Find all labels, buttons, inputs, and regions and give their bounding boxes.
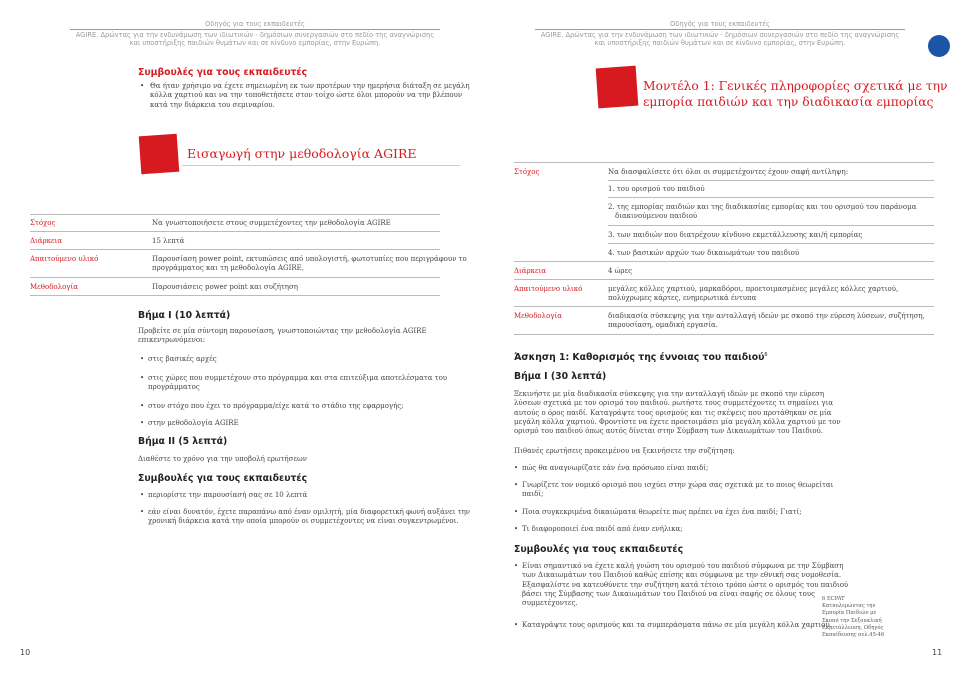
table-rule — [30, 249, 440, 250]
footnote-line: 6 ECPAT — [822, 596, 845, 602]
step1-line: λύσεων σχετικά με τον ορισμό του παιδιού. ρωτήστε τους συμμετέχοντες τι σημαίνει για — [514, 399, 834, 408]
material-line: πολύχρωμες κάρτες, ενημερωτικά έντυπα — [608, 294, 757, 303]
goal-item — [608, 203, 916, 222]
material-label: Απαιτούμενο υλικό — [514, 285, 583, 293]
step2-heading: Βήμα ΙΙ (5 λεπτά) — [138, 436, 228, 447]
goal-value: Να διασφαλίσετε ότι όλοι οι συμμετέχοντες έχουν σαφή αντίληψη: — [608, 168, 849, 176]
step1-line: Ξεκινήστε με μία διαδικασία σύσκεψης για την ανταλλαγή ιδεών με σκοπό την εύρεση — [514, 390, 825, 398]
model-title-line: εμπορία παιδιών και την διαδικασία εμπορίας — [643, 95, 934, 109]
header-line-3: και υποστήριξης παιδιών θυμάτων και σε κίνδυνο εμπορίας, στην Ευρώπη. — [594, 39, 846, 47]
tips-line: κατά την διάρκεια του σεμιναρίου. — [150, 100, 275, 109]
table-rule — [514, 306, 934, 307]
header-title: Οδηγός για τους εκπαιδευτές — [535, 20, 905, 30]
header-line-2: AGIRE. Δρώντας για την ενδυνάμωση των ιδιωτικών - δημόσιων συνεργασιών στο πεδίο της αναγνώρισης — [75, 30, 435, 39]
tips-heading: Συμβουλές για τους εκπαιδευτές — [138, 67, 308, 78]
goal-item: 3. των παιδιών που διατρέχουν κίνδυνο εκμετάλλευσης και/ή εμπορίας — [608, 231, 863, 239]
footnote-line: Σκοπό την Σεξουαλική — [822, 617, 882, 624]
table-rule — [514, 261, 934, 262]
table-rule-bottom — [30, 295, 440, 296]
right-page — [480, 0, 960, 679]
material-line: μεγάλες κόλλες χαρτιού, μαρκαδόροι, προετοιμασμένες μεγάλες κόλλες χαρτιού, — [608, 285, 899, 293]
material-value — [608, 285, 898, 304]
table-rule-top — [514, 162, 934, 163]
list-item-line: • εάν είναι δυνατόν, έχετε παραπάνω από έναν ομιλητή, μία διαφορετική φωνή αυξάνει την — [148, 508, 471, 516]
footnote-line: Κατπολεμώντας την — [822, 603, 876, 610]
tips-bullet: • Θα ήταν χρήσιμο να έχετε σημειωμένη εκ των προτέρων την ημερήσια διάταξη σε μεγάλη κόλλα χαρτιού και να την τοποθετήσετε στον τοίχο ώστε όλοι μπορούν να την βλέπουν κατά την διάρκεια του σεμιναρίου. — [140, 82, 470, 109]
list-item-line: χρονική διάρκεια κατά την οποία μπορούν οι συμμετέχοντες να είναι συγκεντρωμένοι. — [148, 517, 459, 526]
header-title: Οδηγός για τους εκπαιδευτές — [70, 20, 440, 30]
list-item-line: των Δικαιωμάτων του Παιδιού καθώς επίσης και σύμφωνα με την εθνική σας νομοθεσία. — [522, 571, 842, 580]
step1-heading: Βήμα Ι (30 λεπτά) — [514, 371, 607, 382]
list-item-line: προγράμματος — [148, 383, 200, 392]
step1-intro-line: επικεντρωνόμενοι: — [138, 336, 206, 345]
step1-intro — [138, 327, 427, 346]
footnote-line: Εκπαίδευσης σελ.45-46 — [822, 632, 885, 639]
red-square-decoration — [139, 134, 180, 175]
material-value — [152, 255, 467, 274]
footnote-mark: 6 — [764, 352, 768, 358]
table-rule-bottom — [514, 334, 934, 335]
step1-heading: Βήμα Ι (10 λεπτά) — [138, 310, 231, 321]
tips-line: κόλλα χαρτιού και να την τοποθετήσετε στον τοίχο ώστε όλοι μπορούν να την βλέπουν — [150, 91, 463, 100]
step2-text: Διαθέστε το χρόνο για την υποβολή ερωτήσεων — [138, 455, 307, 463]
tips-heading: Συμβουλές για τους εκπαιδευτές — [514, 544, 684, 555]
list-item: • Καταγράψτε τους ορισμούς και τα συμπεράσματα πάνω σε μία μεγάλη κόλλα χαρτιού. — [522, 621, 832, 630]
goal-item-line: διακινούμενου παιδιού — [615, 212, 698, 221]
list-item-line: συμμετέχοντες. — [522, 599, 578, 608]
list-item — [148, 374, 447, 393]
duration-value: 15 λεπτά — [152, 237, 185, 245]
blue-dot-decoration — [928, 35, 950, 57]
material-line: προγράμματος και τη μεθοδολογία AGIRE, — [152, 264, 304, 273]
goal-item: 4. των βασικών αρχών των δικαιωμάτων του παιδιού — [608, 249, 800, 257]
exercise-heading — [514, 352, 768, 363]
duration-value: 4 ώρες — [608, 267, 633, 275]
material-line: Παρουσίαση power point, εκτυπώσεις από υπολογιστή, φωτοτυπίες που περιγράφουν το — [152, 255, 467, 263]
divider — [182, 165, 460, 166]
list-item: • πώς θα αναγνωρίζατε εάν ένα πρόσωπο είναι παιδί; — [522, 464, 708, 473]
list-item: • περιορίστε την παρουσίασή σας σε 10 λεπτά — [148, 491, 307, 500]
list-item: • στην μεθοδολογία AGIRE — [148, 419, 239, 428]
footnote — [822, 596, 884, 639]
footnote-line: Εμπορία Παιδιών με — [822, 610, 877, 617]
method-label: Μεθοδολογία — [30, 283, 78, 291]
page-number: 11 — [932, 648, 943, 657]
goal-item-line: 2. της εμπορίας παιδιών και της διαδικασίας εμπορίας και του ορισμού του παράνομα — [608, 203, 917, 211]
running-header — [535, 20, 905, 48]
list-item: • στις βασικές αρχές — [148, 355, 217, 364]
list-item: • Τι διαφοροποιεί ένα παιδί από έναν ενήλικα; — [522, 525, 683, 534]
list-item — [148, 508, 470, 527]
step1-line: ορισμό του παιδιού όπως αυτός δίνεται στην Σύμβαση των Δικαιωμάτων του Παιδιού. — [514, 427, 824, 436]
list-item: • στον στόχο που έχει το πρόγραμμα/είχε κατά το στάδιο της εφαρμογής; — [148, 402, 404, 411]
list-item — [522, 481, 833, 500]
table-rule-top — [30, 214, 440, 215]
step1-line: αυτούς ο όρος παιδί. Καταγράψτε τους ορισμούς και τις σκέψεις που προτάθηκαν σε μία — [514, 408, 832, 417]
table-rule — [30, 231, 440, 232]
duration-label: Διάρκεια — [514, 267, 547, 275]
method-value — [608, 312, 925, 331]
list-item-line: • Γνωρίζετε τον νομικό ορισμό που ισχύει στην χώρα σας σχετικά με το ποιος θεωρείται — [522, 481, 834, 489]
list-item — [522, 562, 848, 608]
red-square-decoration — [596, 66, 639, 109]
page-number: 10 — [20, 648, 31, 657]
list-item: • Ποια συγκεκριμένα δικαιώματα θεωρείτε πως πρέπει να έχει ένα παιδί; Γιατί; — [522, 508, 802, 517]
list-item-line: Εξασφαλίστε να κατευθύνετε την συζήτηση κατά τέτοιο τρόπο ώστε ο ορισμός του παιδιού — [522, 580, 849, 589]
goal-item: 1. του ορισμού του παιδιού — [608, 185, 705, 193]
table-rule — [608, 225, 934, 226]
goal-value: Να γνωστοποιήσετε στους συμμετέχοντες την μεθοδολογία AGIRE — [152, 219, 391, 227]
table-rule — [608, 197, 934, 198]
tips2-heading: Συμβουλές για τους εκπαιδευτές — [138, 473, 308, 484]
header-line-2: AGIRE. Δρώντας για την ενδυνάμωση των ιδιωτικών - δημόσιων συνεργασιών στο πεδίο της αναγνώρισης — [540, 30, 900, 39]
duration-label: Διάρκεια — [30, 237, 63, 245]
goal-label: Στόχος — [514, 168, 540, 176]
material-label: Απαιτούμενο υλικό — [30, 255, 99, 263]
goal-label: Στόχος — [30, 219, 56, 227]
list-item-line: • στις χώρες που συμμετέχουν στο πρόγραμμα και στα επιτεύξιμα αποτελέσματα του — [148, 374, 448, 382]
method-value: Παρουσιάσεις power point και συζήτηση — [152, 283, 298, 291]
step1-text — [514, 390, 841, 436]
model-title-line: Μοντέλο 1: Γενικές πληροφορίες σχετικά με την — [643, 79, 948, 93]
exercise-heading-text: Άσκηση 1: Καθορισμός της έννοιας του παιδιού — [514, 352, 765, 364]
list-item-line: • Είναι σημαντικό να έχετε καλή γνώση του ορισμού του παιδιού σύμφωνα με την Σύμβαση — [522, 562, 844, 570]
section-title: Εισαγωγή στην μεθοδολογία AGIRE — [187, 146, 417, 161]
table-rule — [30, 277, 440, 278]
questions-intro: Πιθανές ερωτήσεις προκειμένου να ξεκινήσετε την συζήτηση: — [514, 447, 735, 455]
table-rule — [608, 243, 934, 244]
running-header — [70, 20, 440, 48]
footnote-line: Εκμετάλλευση, Οδηγός — [822, 624, 884, 631]
step1-intro-line: Προβείτε σε μία σύντομη παρουσίαση, γνωστοποιώντας την μεθοδολογία AGIRE — [138, 327, 427, 335]
method-label: Μεθοδολογία — [514, 312, 562, 320]
table-rule — [608, 180, 934, 181]
tips-line: Θα ήταν χρήσιμο να έχετε σημειωμένη εκ των προτέρων την ημερήσια διάταξη σε μεγάλη — [150, 82, 470, 90]
method-line: διαδικασία σύσκεψης για την ανταλλαγή ιδεών με σκοπό την εύρεση λύσεων, συζήτηση, — [608, 312, 925, 320]
list-item-line: παιδί; — [522, 490, 544, 499]
step1-line: μεγάλη κόλλα χαρτιού. Φροντίστε να έχετε προετοιμάσει μία μεγάλη κόλλα χαρτιού με τον — [514, 417, 841, 426]
list-item-line: βάσει της Σύμβασης των Δικαιωμάτων του Παιδιού να είναι σαφής σε όλους τους — [522, 589, 815, 598]
table-rule — [514, 279, 934, 280]
header-line-3: και υποστήριξης παιδιών θυμάτων και σε κίνδυνο εμπορίας, στην Ευρώπη. — [129, 39, 381, 47]
method-line: παρουσίαση, ομαδική εργασία. — [608, 321, 718, 330]
model-title — [643, 78, 947, 110]
